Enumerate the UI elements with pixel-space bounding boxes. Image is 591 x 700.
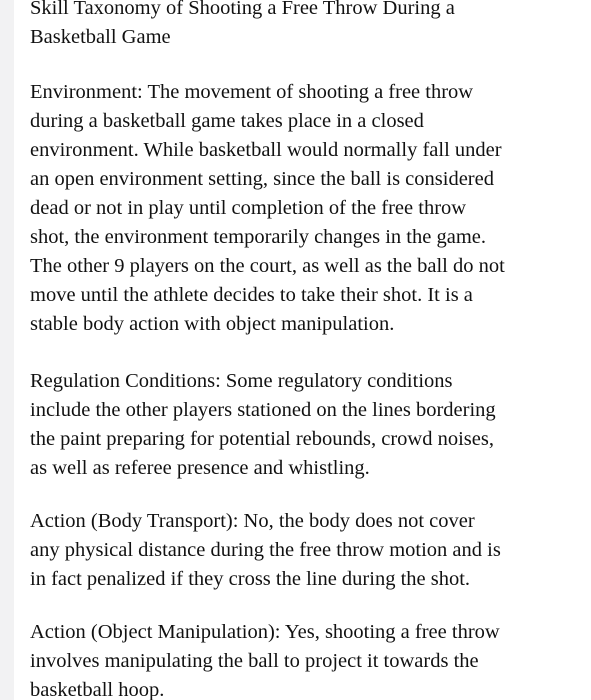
object-manipulation-paragraph: Action (Object Manipulation): Yes, shooting a free throw involves manipulating the ball to project it towards the basketball hoop. bbox=[30, 621, 500, 700]
document-title: Skill Taxonomy of Shooting a Free Throw During a Basketball Game bbox=[30, 0, 455, 48]
environment-paragraph: Environment: The movement of shooting a free throw during a basketball game takes place in a closed environment. While basketball would normally fall under an open environment setting, since the ball is considered dead or not in play until completion of the free throw shot, the environment temporarily changes in the game. The other 9 players on the court, as well as the ball do not move until the athlete decides to take their shot. It is a stable body action with object manipulation. bbox=[30, 81, 505, 335]
body-transport-paragraph: Action (Body Transport): No, the body does not cover any physical distance during the free throw motion and is in fact penalized if they cross the line during the shot. bbox=[30, 510, 501, 590]
regulation-conditions-paragraph: Regulation Conditions: Some regulatory conditions include the other players stationed on the lines bordering the paint preparing for potential rebounds, crowd noises, as well as referee presence and whistling. bbox=[30, 370, 496, 479]
left-margin-strip bbox=[0, 0, 14, 700]
